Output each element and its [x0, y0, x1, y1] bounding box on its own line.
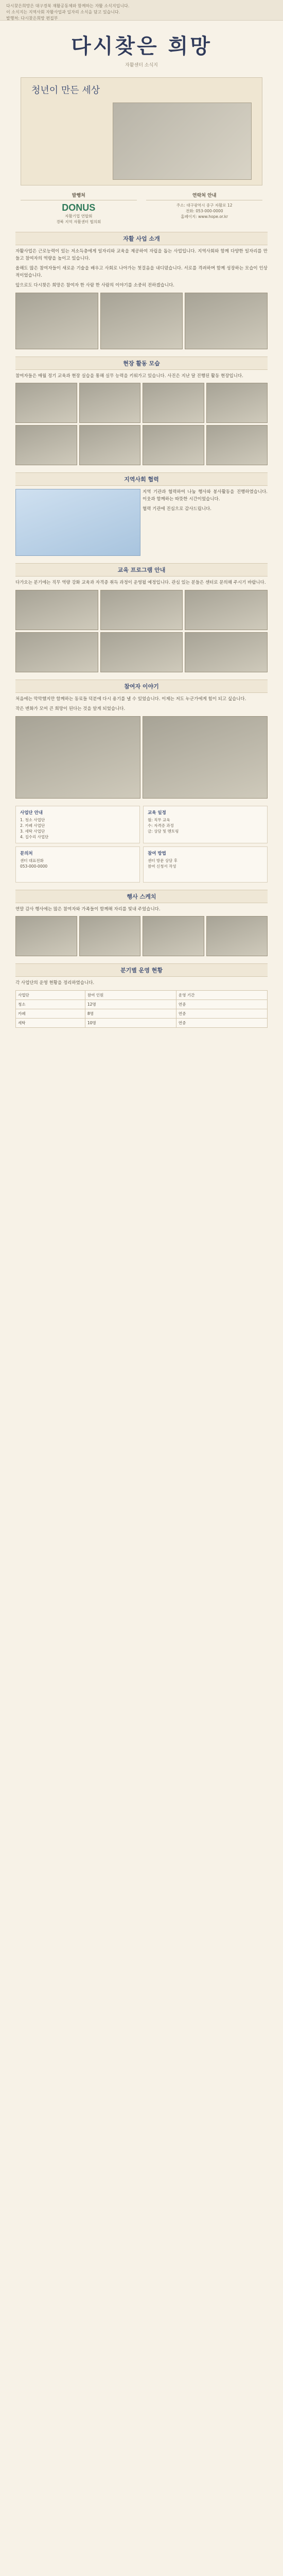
table-cell: 10명 — [85, 1018, 176, 1027]
field-photo — [143, 425, 204, 465]
masthead — [0, 21, 283, 71]
photo-grid — [15, 293, 268, 349]
section-title: 참여자 이야기 — [15, 680, 268, 693]
education-photo — [100, 590, 183, 630]
field-photo — [79, 383, 141, 423]
section-title: 현장 활동 모습 — [15, 357, 268, 370]
field-photo — [15, 425, 77, 465]
paragraph: 올해도 많은 참여자들이 새로운 기술을 배우고 사회로 나아가는 첫걸음을 내디뎠습니다. 서로를 격려하며 함께 성장하는 모습이 인상적이었습니다. — [15, 266, 268, 278]
table-row — [16, 999, 268, 1009]
field-photo — [15, 383, 77, 423]
info-box — [15, 846, 140, 883]
info-box-item: 수: 자격증 과정 — [148, 823, 174, 828]
paragraph: 지역 기관과 협력하여 나눔 행사와 봉사활동을 진행하였습니다. 이웃과 함께하는 따뜻한 시간이었습니다. — [143, 489, 268, 502]
contact-line: 주소: 대구광역시 중구 자활로 12 — [176, 203, 233, 208]
section-title: 자활 사업 소개 — [15, 232, 268, 245]
info-box-item: 센터 방문 상담 후 — [148, 858, 178, 863]
paragraph: 처음에는 막막했지만 함께하는 동료들 덕분에 다시 용기를 낼 수 있었습니다. 이제는 저도 누군가에게 힘이 되고 싶습니다. — [15, 696, 246, 702]
newsletter-subtitle: 자활센터 소식지 — [125, 63, 158, 68]
hero-banner — [21, 77, 262, 185]
paragraph: 협력 기관에 진심으로 감사드립니다. — [143, 506, 211, 512]
education-photo — [100, 632, 183, 672]
section-community — [15, 472, 268, 556]
info-box-heading: 교육 일정 — [148, 810, 166, 816]
paragraph: 앞으로도 다시찾은 희망은 참여자 한 사람 한 사람의 이야기를 소중히 전하겠습니다. — [15, 283, 174, 288]
paragraph: 작은 변화가 모여 큰 희망이 된다는 것을 알게 되었습니다. — [15, 706, 126, 711]
section-intro — [15, 232, 268, 349]
table-cell: 연중 — [176, 1018, 267, 1027]
paragraph: 다가오는 분기에는 직무 역량 강화 교육과 자격증 취득 과정이 운영될 예정입니다. 관심 있는 분들은 센터로 문의해 주시기 바랍니다. — [15, 580, 266, 585]
contact-heading: 연락처 안내 — [146, 192, 262, 200]
table-cell: 청소 — [16, 999, 85, 1009]
education-photo — [15, 590, 98, 630]
section-field — [15, 357, 268, 466]
field-photo — [206, 383, 268, 423]
event-photo — [79, 916, 141, 956]
status-table — [15, 990, 268, 1028]
hero-photo — [113, 103, 252, 180]
info-box — [143, 846, 268, 883]
publisher-info — [21, 192, 262, 225]
table-cell: 연중 — [176, 1009, 267, 1018]
paragraph: 연말 감사 행사에는 많은 참여자와 가족들이 함께해 자리를 빛내 주었습니다. — [15, 906, 161, 912]
table-cell: 사업단 — [16, 990, 85, 999]
table-row — [16, 990, 268, 999]
publisher-logo: DONUS — [62, 202, 96, 213]
info-box-heading: 참여 방법 — [148, 851, 166, 856]
section-title: 분기별 운영 현황 — [15, 963, 268, 977]
section-title: 행사 스케치 — [15, 890, 268, 903]
publisher-line: 자활기업 연합회 — [65, 214, 93, 218]
info-box-item: 4. 집수리 사업단 — [20, 834, 49, 839]
top-info-line: 다시찾은희망은 대구경북 재활공동체와 함께하는 자활 소식지입니다. — [6, 4, 130, 8]
publisher-line: 경북 지역 자활센터 협의회 — [56, 219, 101, 224]
info-box-item: 2. 카페 사업단 — [20, 823, 45, 828]
info-box-item: 월: 직무 교육 — [148, 817, 170, 822]
section-status — [15, 963, 268, 1028]
contact-line: 전화: 053-000-0000 — [185, 209, 223, 213]
education-photo — [185, 590, 268, 630]
table-row — [16, 1018, 268, 1027]
field-photo — [79, 425, 141, 465]
event-photo — [143, 916, 204, 956]
publisher-heading: 발행처 — [21, 192, 137, 200]
info-box-item: 참여 신청서 작성 — [148, 863, 176, 869]
event-photo — [15, 916, 77, 956]
top-info-bar — [0, 0, 283, 21]
section-story — [15, 680, 268, 799]
info-box — [143, 806, 268, 843]
field-photo — [143, 383, 204, 423]
photo-grid — [15, 590, 268, 672]
contact-line: 홈페이지: www.hope.or.kr — [181, 214, 228, 219]
table-row — [16, 1009, 268, 1018]
newsletter-title: 다시찾은 희망 — [71, 34, 212, 58]
info-box-item: 센터 대표전화 — [20, 858, 44, 863]
section-title: 지역사회 협력 — [15, 472, 268, 486]
table-cell: 연중 — [176, 999, 267, 1009]
story-photo — [15, 716, 140, 799]
education-photo — [15, 632, 98, 672]
paragraph: 자활사업은 근로능력이 있는 저소득층에게 일자리와 교육을 제공하여 자립을 돕는 사업입니다. 지역사회와 함께 다양한 일자리를 만들고 참여자의 역량을 높이고 있습니다. — [15, 249, 268, 261]
section-info-boxes — [15, 806, 268, 883]
paragraph: 참여자들은 매월 정기 교육과 현장 실습을 통해 실무 능력을 키워가고 있습니다. 사진은 지난 달 진행된 활동 현장입니다. — [15, 373, 243, 379]
info-box-heading: 문의처 — [20, 851, 33, 856]
info-box-item: 3. 세탁 사업단 — [20, 828, 45, 834]
story-photo — [143, 716, 268, 799]
photo-grid — [15, 916, 268, 956]
photo-grid — [15, 716, 268, 799]
paragraph: 각 사업단의 운영 현황을 정리하였습니다. — [15, 980, 95, 986]
photo-grid — [15, 383, 268, 465]
activity-photo — [100, 293, 183, 349]
section-education — [15, 563, 268, 672]
top-info-line: 발행처: 다시찾은희망 편집부 — [6, 16, 58, 21]
table-cell: 참여 인원 — [85, 990, 176, 999]
event-poster — [15, 489, 140, 556]
activity-photo — [15, 293, 98, 349]
hero-title: 청년이 만든 세상 — [31, 85, 100, 96]
table-cell: 8명 — [85, 1009, 176, 1018]
info-box-grid — [15, 806, 268, 883]
photo-grid — [15, 489, 268, 556]
table-cell: 운영 기간 — [176, 990, 267, 999]
top-info-line: 이 소식지는 지역사회 자활사업과 일자리 소식을 담고 있습니다. — [6, 10, 120, 14]
section-title: 교육 프로그램 안내 — [15, 563, 268, 577]
info-box — [15, 806, 140, 843]
field-photo — [206, 425, 268, 465]
table-cell: 카페 — [16, 1009, 85, 1018]
publisher-column — [21, 192, 137, 225]
info-box-item: 금: 상담 및 멘토링 — [148, 828, 179, 834]
table-cell: 12명 — [85, 999, 176, 1009]
info-box-item: 1. 청소 사업단 — [20, 817, 45, 822]
info-box-item: 053-000-0000 — [20, 863, 48, 869]
education-photo — [185, 632, 268, 672]
contact-column — [146, 192, 262, 219]
info-box-heading: 사업단 안내 — [20, 810, 43, 816]
activity-photo — [185, 293, 268, 349]
section-event — [15, 890, 268, 957]
table-cell: 세탁 — [16, 1018, 85, 1027]
event-photo — [206, 916, 268, 956]
